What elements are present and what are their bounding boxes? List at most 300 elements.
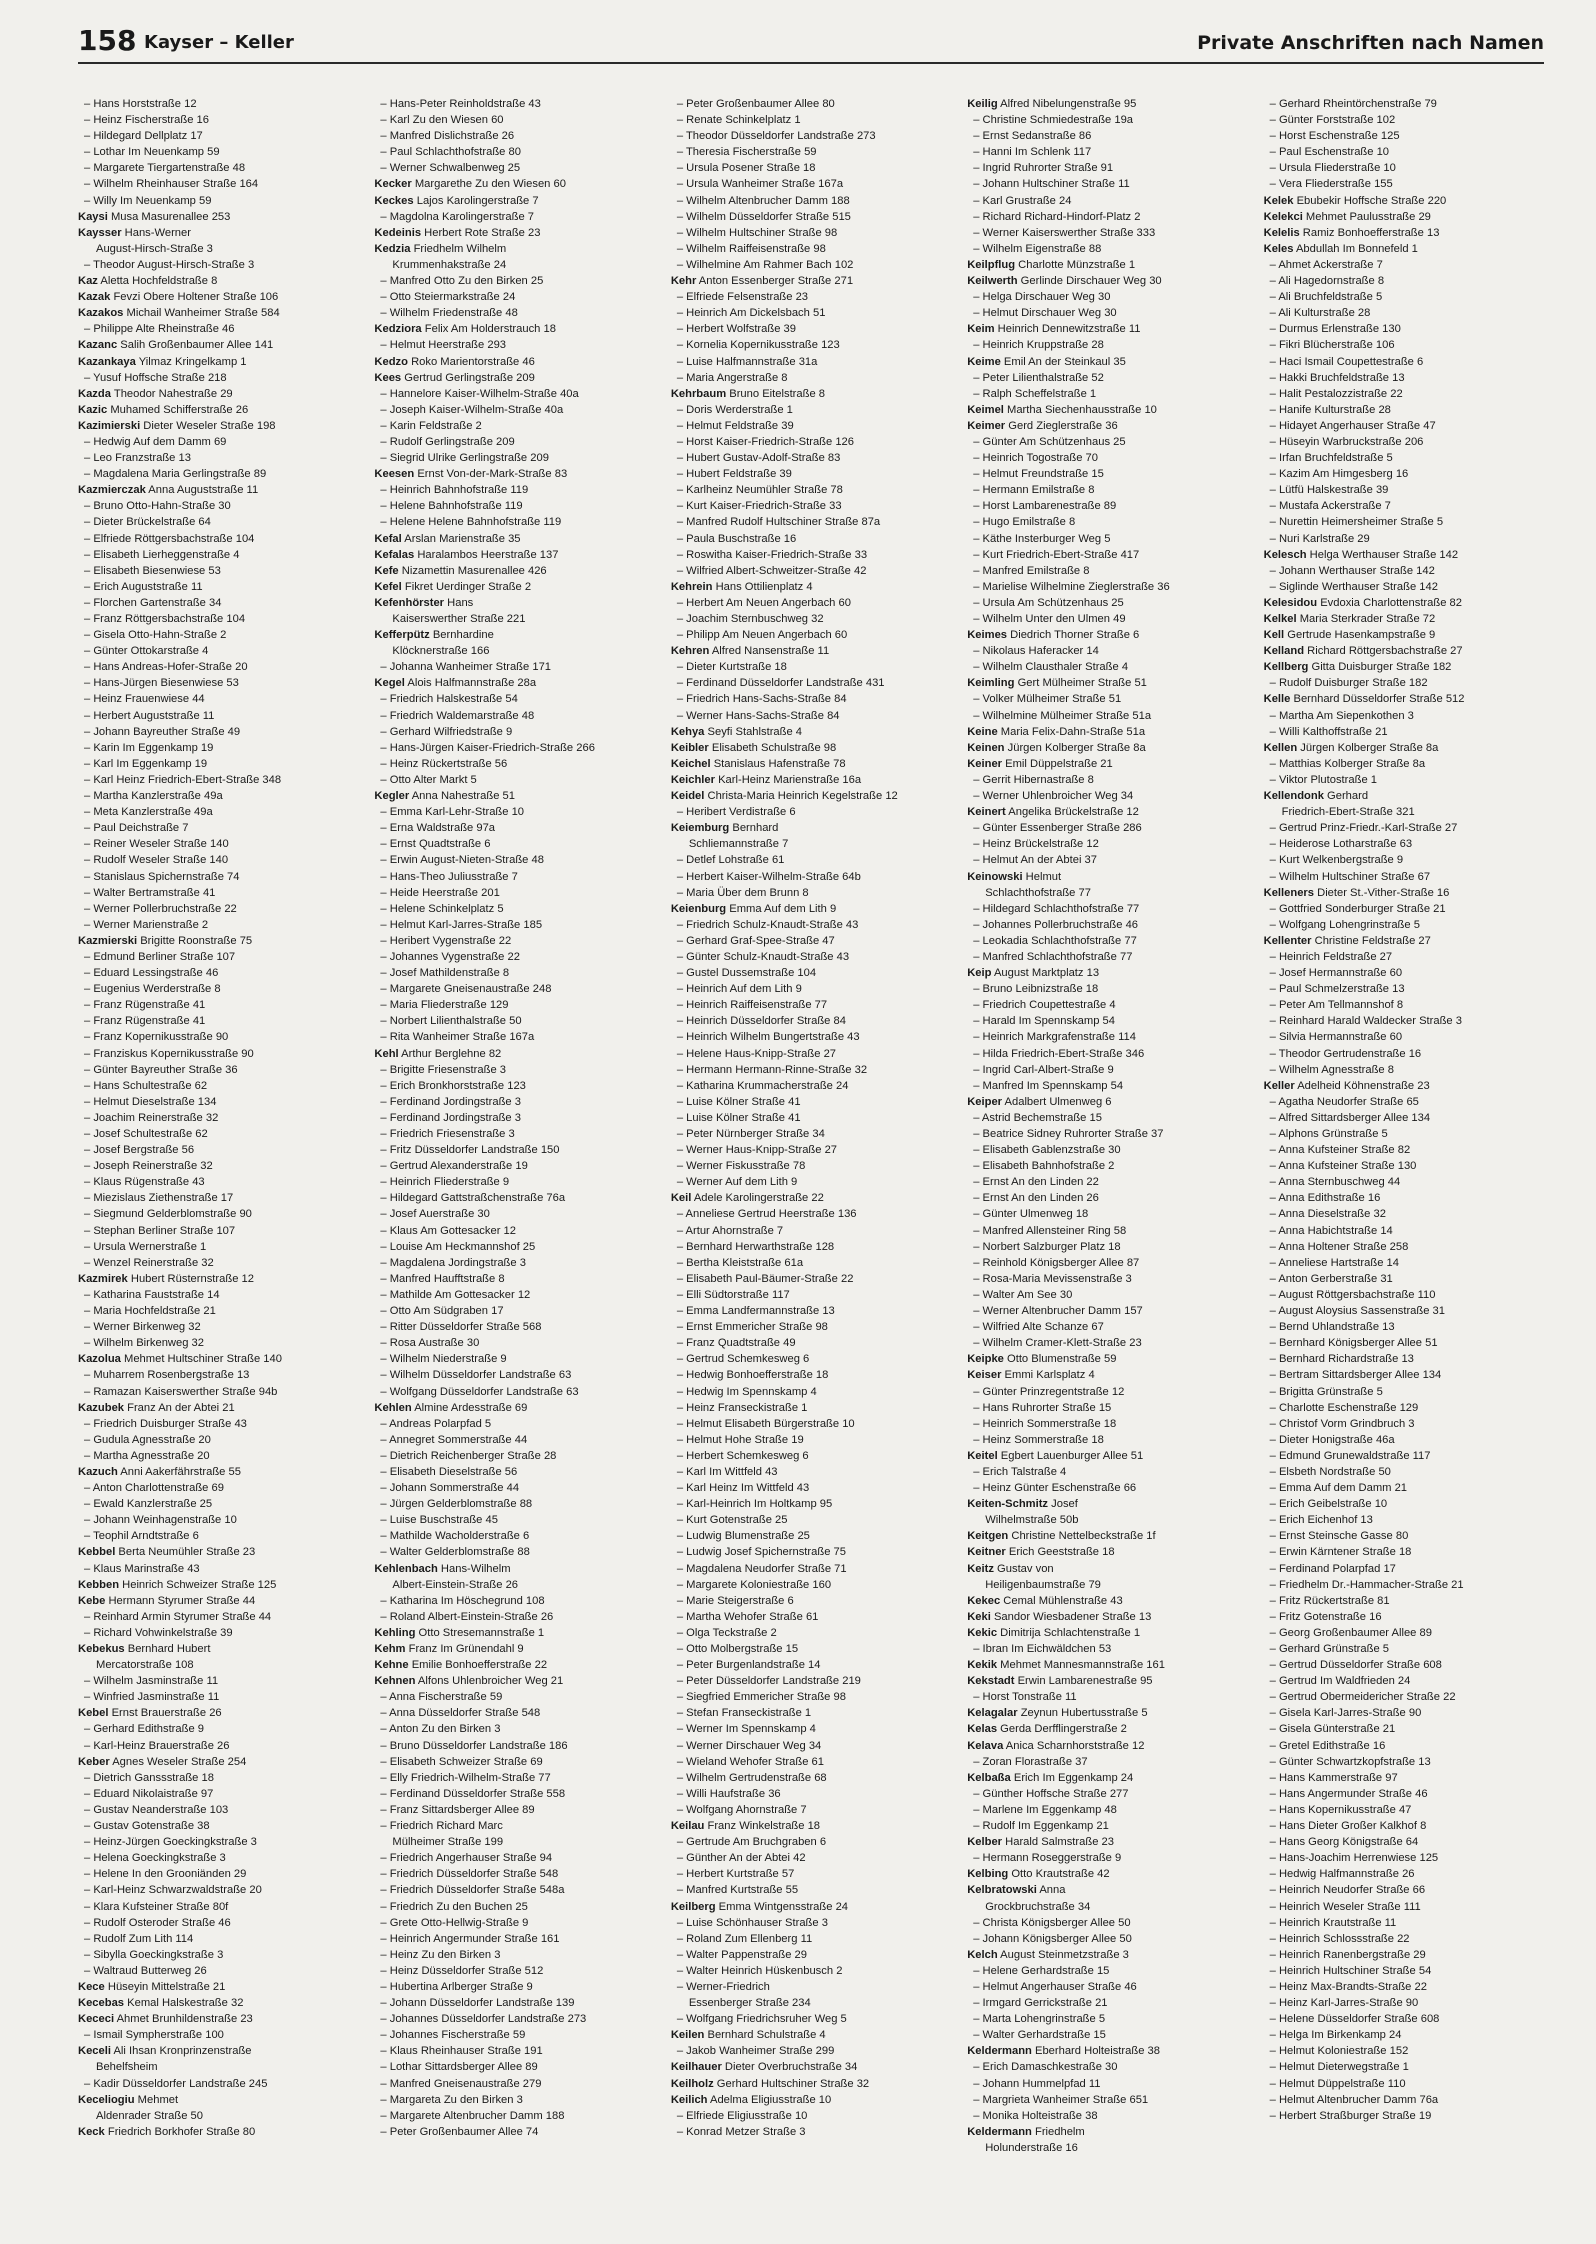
directory-entry: Kazanc Salih Großenbaumer Allee 141 (78, 339, 274, 352)
directory-entry: Kazic Muhamed Schifferstraße 26 (78, 403, 249, 416)
directory-entry: – Irfan Bruchfeldstraße 5 (1269, 452, 1393, 465)
directory-entry: – Johann Düsseldorfer Landstraße 139 (380, 1997, 575, 2010)
directory-entry: – Kazim Am Himgesberg 16 (1269, 468, 1409, 481)
directory-entry: Kegler Anna Nahestraße 51 (374, 790, 515, 803)
directory-entry: – Magdolna Karolingerstraße 7 (380, 210, 535, 223)
directory-entry: – Heinrich Wilhelm Bungertstraße 43 (676, 1031, 860, 1044)
directory-entry: – Hans Horststraße 12 (84, 98, 197, 110)
directory-entry: – Ferdinand Jordingstraße 3 (380, 1111, 521, 1124)
surname: Kehlenbach (374, 1562, 438, 1575)
directory-entry: Keles Abdullah Im Bonnefeld 1 (1263, 242, 1418, 255)
directory-entry: – Karl Zu den Wiesen 60 (380, 114, 504, 127)
directory-entry: Kece Hüseyin Mittelstraße 21 (78, 1980, 226, 1993)
directory-entry: – Sibylla Goeckingkstraße 3 (84, 1948, 224, 1961)
directory-entry: – Helene Gerhardstraße 15 (973, 1964, 1110, 1977)
directory-entry: – Ali Bruchfeldstraße 5 (1269, 291, 1383, 304)
directory-entry: Kazakos Michail Wanheimer Straße 584 (78, 307, 280, 320)
directory-entry: Keitner Erich Geeststraße 18 (967, 1546, 1115, 1559)
directory-entry: – Klaus Marinstraße 43 (84, 1562, 200, 1575)
directory-entry: Keceli Ali Ihsan Kronprinzenstraße (78, 2045, 252, 2058)
directory-entry: – Philippe Alte Rheinstraße 46 (84, 323, 235, 336)
directory-entry: – Helmut Elisabeth Bürgerstraße 10 (676, 1417, 855, 1430)
directory-entry: Kelleners Dieter St.-Vither-Straße 16 (1263, 886, 1450, 899)
directory-entry: Kehm Franz Im Grünendahl 9 (374, 1643, 524, 1655)
directory-entry: – Annegret Sommerstraße 44 (380, 1433, 528, 1446)
directory-entry: – Gertrud Obermeidericher Straße 22 (1269, 1691, 1456, 1704)
directory-entry: – Magdalena Neudorfer Straße 71 (676, 1562, 847, 1575)
directory-entry: – Friedrich Halskestraße 54 (380, 693, 518, 706)
directory-entry: – Ernst Sedanstraße 86 (973, 130, 1092, 143)
directory-entry: – Manfred Im Spennskamp 54 (973, 1079, 1124, 1092)
directory-entry: – Wilhelm Altenbrucher Damm 188 (676, 194, 850, 207)
directory-entry: Kelbaßa Erich Im Eggenkamp 24 (967, 1771, 1134, 1784)
directory-entry: – Elisabeth Lierheggenstraße 4 (84, 548, 240, 561)
directory-entry: – Karl-Heinrich Im Holtkamp 95 (676, 1498, 833, 1511)
directory-entry: – Karin Im Eggenkamp 19 (84, 741, 214, 754)
directory-entry: – Luise Halfmannstraße 31a (676, 355, 818, 368)
directory-entry: – Ingrid Ruhrorter Straße 91 (973, 162, 1114, 175)
directory-entry: – Manfred Otto Zu den Birken 25 (380, 275, 544, 288)
directory-entry: – Johann Sommerstraße 44 (380, 1482, 520, 1495)
directory-entry: – Gertrud Schemkesweg 6 (676, 1353, 810, 1366)
directory-entry: – Luise Kölner Straße 41 (676, 1111, 801, 1124)
directory-entry: – Heinz Frauenwiese 44 (84, 693, 205, 706)
directory-entry: – Konrad Metzer Straße 3 (676, 2125, 806, 2138)
directory-entry: – Joseph Reinerstraße 32 (84, 1160, 213, 1173)
directory-entry: Schlachthofstraße 77 (985, 886, 1091, 899)
surname: Kehne (374, 1659, 409, 1672)
directory-entry: – Wilhelm Cramer-Klett-Straße 23 (973, 1337, 1142, 1350)
directory-entry: – Theodor Gertrudenstraße 16 (1269, 1047, 1422, 1060)
directory-entry: – Elli Südtorstraße 117 (676, 1288, 790, 1301)
surname: Keip (967, 967, 992, 980)
directory-entry: – Wilfried Alte Schanze 67 (973, 1321, 1104, 1334)
directory-entry: – Muharrem Rosenbergstraße 13 (84, 1369, 250, 1382)
directory-entry: – Erwin August-Nieten-Straße 48 (380, 854, 544, 867)
directory-entry: Kehr Anton Essenberger Straße 271 (670, 275, 854, 288)
directory-entry: Keilwerth Gerlinde Dirschauer Weg 30 (967, 275, 1162, 288)
directory-entry: – Florchen Gartenstraße 34 (84, 596, 222, 609)
surname: Kedeinis (374, 226, 422, 239)
directory-entry: – Helmut Dieterwegstraße 1 (1269, 2061, 1409, 2074)
directory-entry: Keime Emil An der Steinkaul 35 (967, 355, 1126, 368)
directory-entry: – Günther Hoffsche Straße 277 (973, 1787, 1129, 1800)
directory-entry: – Klaus Rügenstraße 43 (84, 1176, 205, 1189)
directory-entry: – Stanislaus Spichernstraße 74 (84, 870, 240, 883)
directory-entry: – Paula Buschstraße 16 (676, 532, 797, 545)
directory-entry: Kedzia Friedhelm Wilhelm (374, 242, 507, 255)
directory-entry: Kelek Ebubekir Hoffsche Straße 220 (1263, 194, 1447, 207)
directory-entry: – Emma Karl-Lehr-Straße 10 (380, 806, 525, 819)
directory-entry: – Wilhelm Unter den Ulmen 49 (973, 613, 1126, 625)
surname: Kaz (78, 275, 98, 288)
directory-entry: – Dieter Brückelstraße 64 (84, 516, 211, 529)
directory-entry: – Heinrich Am Dickelsbach 51 (676, 307, 826, 320)
directory-entry: Kebben Heinrich Schweizer Straße 125 (78, 1578, 277, 1591)
directory-entry: Kehrbaum Bruno Eitelstraße 8 (670, 387, 826, 400)
directory-entry: – Josef Schultestraße 62 (84, 1128, 208, 1140)
directory-entry: – Helmut Dirschauer Weg 30 (973, 307, 1117, 320)
directory-entry: – Karin Feldstraße 2 (380, 419, 482, 432)
directory-entry: – Horst Lambarenestraße 89 (973, 500, 1117, 513)
surname: Kedzia (374, 242, 411, 255)
surname: Kefenhörster (374, 596, 445, 609)
directory-entry: Kebekus Bernhard Hubert (78, 1643, 211, 1655)
surname: Kelch (967, 1948, 998, 1961)
directory-entry: – Ernst Quadtstraße 6 (380, 838, 491, 851)
directory-entry: – Philipp Am Neuen Angerbach 60 (676, 629, 848, 642)
section-title: Private Anschriften nach Namen (1197, 32, 1544, 54)
directory-entry: – Hermann Hermann-Rinne-Straße 32 (676, 1063, 868, 1076)
directory-entry: – Walter Gerhardstraße 15 (973, 2029, 1106, 2042)
surname: Kees (374, 371, 402, 384)
directory-entry: – Hans Dieter Großer Kalkhof 8 (1269, 1820, 1427, 1833)
surname: Kedziora (374, 323, 422, 336)
directory-entry: – Johannes Düsseldorfer Landstraße 273 (380, 2013, 587, 2026)
directory-entry: – Hilda Friedrich-Ebert-Straße 346 (973, 1047, 1145, 1060)
directory-entry: – Herbert Straßburger Straße 19 (1269, 2109, 1432, 2122)
directory-entry: – Karl-Heinz Schwarzwaldstraße 20 (84, 1884, 262, 1897)
directory-entry: – Werner Altenbrucher Damm 157 (973, 1305, 1143, 1318)
directory-entry: – Heinz Max-Brandts-Straße 22 (1269, 1980, 1427, 1993)
directory-entry: – Walter Pappenstraße 29 (676, 1948, 807, 1961)
directory-entry: – Martha Am Siepenkothen 3 (1269, 709, 1414, 722)
directory-entry: – Johann Werthauser Straße 142 (1269, 564, 1435, 577)
directory-entry: – Hans-Jürgen Biesenwiese 53 (84, 677, 239, 690)
directory-entry: Keilhauer Dieter Overbruchstraße 34 (670, 2061, 858, 2074)
directory-entry: – Joachim Sternbuschweg 32 (676, 613, 824, 625)
directory-entry: – Anna Sternbuschweg 44 (1269, 1176, 1401, 1189)
directory-entry: – Fritz Rückertstraße 81 (1269, 1594, 1390, 1607)
directory-entry: – Ferdinand Jordingstraße 3 (380, 1095, 521, 1108)
directory-entry: – Margarete Koloniestraße 160 (676, 1578, 832, 1591)
directory-entry: – Christof Vorm Grindbruch 3 (1269, 1417, 1415, 1430)
directory-entry: – Gerhard Wilfriedstraße 9 (380, 725, 513, 738)
directory-entry: – Heribert Verdistraße 6 (676, 806, 796, 819)
surname: Kelbing (967, 1868, 1009, 1881)
directory-column-1 (78, 96, 362, 2216)
directory-entry: – Roland Albert-Einstein-Straße 26 (380, 1610, 554, 1623)
directory-entry: – Kurt Kaiser-Friedrich-Straße 33 (676, 500, 842, 513)
directory-entry: – Friedrich Duisburger Straße 43 (84, 1417, 247, 1430)
directory-entry: – Anna Habichtstraße 14 (1269, 1224, 1393, 1237)
directory-entry: Kehl Arthur Berglehne 82 (374, 1047, 502, 1060)
directory-entry: Wilhelmstraße 50b (985, 1514, 1079, 1527)
directory-entry: Kehya Seyfi Stahlstraße 4 (670, 725, 803, 738)
directory-entry: – Heinrich Neudorfer Straße 66 (1269, 1884, 1426, 1897)
directory-entry: – Alphons Grünstraße 5 (1269, 1128, 1388, 1140)
directory-entry: Kekic Dimitrija Schlachtenstraße 1 (967, 1626, 1141, 1639)
directory-entry: – Elisabeth Biesenwiese 53 (84, 564, 221, 577)
directory-entry: – Günter Am Schützenhaus 25 (973, 435, 1126, 448)
directory-entry: – Ibran Im Eichwäldchen 53 (973, 1643, 1112, 1655)
directory-entry: – Günter Prinzregentstraße 12 (973, 1385, 1125, 1398)
directory-entry: – Roland Zum Ellenberg 11 (676, 1932, 813, 1945)
directory-entry: – Klaus Am Gottesacker 12 (380, 1224, 516, 1237)
directory-entry: – Franz Kopernikusstraße 90 (84, 1031, 229, 1044)
directory-entry: Kelch August Steinmetzstraße 3 (967, 1948, 1129, 1961)
directory-entry: – Anton Charlottenstraße 69 (84, 1482, 224, 1495)
directory-entry: – Friedrich Schulz-Knaudt-Straße 43 (676, 918, 859, 931)
directory-entry: Keinert Angelika Brückelstraße 12 (967, 806, 1139, 819)
directory-entry: – Bruno Düsseldorfer Landstraße 186 (380, 1739, 568, 1752)
directory-entry: Kefe Nizamettin Masurenallee 426 (374, 564, 547, 577)
directory-entry: Kellen Jürgen Kolberger Straße 8a (1263, 741, 1439, 754)
directory-entry: – Fritz Düsseldorfer Landstraße 150 (380, 1144, 560, 1157)
directory-entry: – Peter Am Tellmannshof 8 (1269, 999, 1404, 1012)
directory-entry: Keimling Gert Mülheimer Straße 51 (967, 677, 1147, 690)
directory-entry: – Gerrit Hibernastraße 8 (973, 773, 1094, 786)
directory-entry: – Kornelia Kopernikusstraße 123 (676, 339, 840, 352)
surname: Keitner (967, 1546, 1006, 1559)
surname: Keilholz (670, 2077, 714, 2090)
directory-entry: Kebel Ernst Brauerstraße 26 (78, 1707, 222, 1720)
directory-entry: – Hermann Emilstraße 8 (973, 484, 1095, 497)
directory-entry: Keitgen Christine Nettelbeckstraße 1f (967, 1530, 1156, 1543)
directory-entry: – Joachim Reinerstraße 32 (84, 1111, 219, 1124)
directory-entry: – Hanni Im Schlenk 117 (973, 146, 1092, 159)
directory-entry: Kecker Margarethe Zu den Wiesen 60 (374, 178, 566, 191)
directory-entry: – Ali Hagedornstraße 8 (1269, 275, 1385, 288)
directory-entry: Kehrein Hans Ottilienplatz 4 (670, 580, 813, 593)
directory-entry: – Vera Fliederstraße 155 (1269, 178, 1393, 191)
directory-entry: Kellberg Gitta Duisburger Straße 182 (1263, 661, 1452, 674)
directory-entry: Kelekci Mehmet Paulusstraße 29 (1263, 210, 1431, 223)
directory-entry: – Wilfried Albert-Schweitzer-Straße 42 (676, 564, 867, 577)
directory-entry: – Hans Kopernikusstraße 47 (1269, 1803, 1412, 1816)
directory-entry: Kedziora Felix Am Holderstrauch 18 (374, 323, 556, 336)
directory-entry: – Nurettin Heimersheimer Straße 5 (1269, 516, 1444, 529)
directory-entry: – Maria Hochfeldstraße 21 (84, 1305, 216, 1318)
surname: Kellendonk (1263, 790, 1324, 803)
directory-entry: – Martha Agnesstraße 20 (84, 1449, 210, 1462)
directory-entry: – Werner Kaiserswerther Straße 333 (973, 226, 1156, 239)
directory-entry: – Hans-Theo Juliusstraße 7 (380, 870, 518, 883)
directory-entry: – Ali Kulturstraße 28 (1269, 307, 1371, 320)
directory-entry: – Anneliese Hartstraße 14 (1269, 1256, 1399, 1269)
surname: Kecker (374, 178, 412, 191)
directory-entry: – Marta Lohengrinstraße 5 (973, 2013, 1106, 2026)
directory-entry: Keilau Franz Winkelstraße 18 (670, 1820, 821, 1833)
directory-entry: – Manfred Allensteiner Ring 58 (973, 1224, 1127, 1237)
surname: Keitgen (967, 1530, 1009, 1543)
directory-entry: – Helene In den Grooniänden 29 (84, 1868, 247, 1881)
surname: Kellenter (1263, 934, 1312, 947)
directory-entry: – Hubert Feldstraße 39 (676, 468, 792, 481)
directory-entry: Kehnen Alfons Uhlenbroicher Weg 21 (374, 1675, 564, 1688)
directory-entry: – Norbert Lilienthalstraße 50 (380, 1015, 522, 1028)
directory-entry: – Ingrid Carl-Albert-Straße 9 (973, 1063, 1114, 1076)
directory-entry: – Franz Sittardsberger Allee 89 (380, 1803, 535, 1816)
directory-entry: – Ursula Wernerstraße 1 (84, 1240, 207, 1253)
directory-entry: – Richard Richard-Hindorf-Platz 2 (973, 210, 1141, 223)
surname: Keibler (670, 741, 709, 754)
directory-entry: Mülheimer Straße 199 (392, 1836, 504, 1849)
surname: Kazmierski (78, 934, 138, 947)
surname: Keiser (967, 1369, 1002, 1382)
directory-entry: – Kadir Düsseldorfer Landstraße 245 (84, 2077, 268, 2090)
directory-entry: Kelesidou Evdoxia Charlottenstraße 82 (1263, 596, 1462, 609)
directory-entry: – Rudolf Im Eggenkamp 21 (973, 1820, 1109, 1833)
surname: Kelber (967, 1836, 1003, 1849)
directory-entry: – Karl Im Eggenkamp 19 (84, 757, 208, 770)
directory-entry: – Hedwig Auf dem Damm 69 (84, 435, 227, 448)
directory-entry: – Luise Buschstraße 45 (380, 1514, 498, 1527)
directory-entry: – Elisabeth Dieselstraße 56 (380, 1465, 518, 1478)
directory-entry: – Heinrich Schlossstraße 22 (1269, 1932, 1410, 1945)
directory-entry: – Manfred Schlachthofstraße 77 (973, 950, 1133, 963)
directory-entry: – Günter Essenberger Straße 286 (973, 822, 1142, 835)
directory-entry: – Werner Uhlenbroicher Weg 34 (973, 790, 1134, 803)
directory-entry: – Haci Ismail Coupettestraße 6 (1269, 355, 1424, 368)
directory-entry: – Dietrich Reichenberger Straße 28 (380, 1449, 557, 1462)
directory-entry: – Hugo Emilstraße 8 (973, 516, 1076, 529)
directory-entry: – Otto Molbergstraße 15 (676, 1643, 799, 1655)
directory-entry: Kegel Alois Halfmannstraße 28a (374, 677, 537, 690)
directory-entry: – Horst Tonstraße 11 (973, 1691, 1077, 1704)
directory-entry: – Heinz Sommerstraße 18 (973, 1433, 1104, 1446)
surname: Kecebas (78, 1997, 125, 2010)
directory-entry: Keldermann Eberhard Holteistraße 38 (967, 2045, 1160, 2058)
surname: Kelekci (1263, 210, 1303, 223)
directory-entry: – Heinrich Feldstraße 27 (1269, 950, 1393, 963)
directory-entry: Kelber Harald Salmstraße 23 (967, 1836, 1114, 1849)
directory-entry: – Heinz-Jürgen Goeckingkstraße 3 (84, 1836, 257, 1849)
directory-entry: – Matthias Kolberger Straße 8a (1269, 757, 1426, 770)
directory-entry: – Reinhold Königsberger Allee 87 (973, 1256, 1140, 1269)
directory-entry: – Ismail Sympherstraße 100 (84, 2029, 224, 2042)
directory-entry: – August Aloysius Sassenstraße 31 (1269, 1305, 1445, 1318)
surname: Keck (78, 2125, 105, 2138)
directory-entry: – Günther An der Abtei 42 (676, 1852, 806, 1865)
directory-entry: – Günter Forststraße 102 (1269, 114, 1396, 127)
directory-entry: – Martha Kanzlerstraße 49a (84, 790, 223, 803)
directory-entry: – Louise Am Heckmannshof 25 (380, 1240, 536, 1253)
directory-entry: – Hans Ruhrorter Straße 15 (973, 1401, 1112, 1414)
directory-entry: – Helene Schinkelplatz 5 (380, 902, 504, 915)
directory-entry: – Gretel Edithstraße 16 (1269, 1739, 1386, 1752)
surname: Keim (967, 323, 995, 336)
directory-entry: Keine Maria Felix-Dahn-Straße 51a (967, 725, 1146, 738)
directory-entry: – Erna Waldstraße 97a (380, 822, 496, 835)
directory-entry: – Werner Pollerbruchstraße 22 (84, 902, 237, 915)
directory-entry: – Wilhelm Düsseldorfer Landstraße 63 (380, 1369, 572, 1382)
directory-entry: – Werner Im Spennskamp 4 (676, 1723, 816, 1736)
directory-entry: – Heinz Franseckistraße 1 (676, 1401, 808, 1414)
directory-entry: – Ahmet Ackerstraße 7 (1269, 258, 1383, 271)
directory-entry: Keimer Gerd Zieglerstraße 36 (967, 419, 1118, 432)
directory-entry: – Franz Rügenstraße 41 (84, 1015, 206, 1028)
surname: Kefalas (374, 548, 415, 561)
directory-entry: – Werner Haus-Knipp-Straße 27 (676, 1144, 838, 1157)
directory-entry: – Herbert Kaiser-Wilhelm-Straße 64b (676, 870, 861, 883)
directory-entry: – Heinrich Togostraße 70 (973, 452, 1099, 465)
directory-entry: – Paul Eschenstraße 10 (1269, 146, 1390, 159)
directory-entry: – Herbert Auguststraße 11 (84, 709, 215, 722)
surname: Keitz (967, 1562, 994, 1575)
directory-entry: – Siegrid Ulrike Gerlingstraße 209 (380, 452, 549, 465)
surname: Keitel (967, 1449, 998, 1462)
directory-entry: – August Röttgersbachstraße 110 (1269, 1288, 1436, 1301)
directory-entry: Kazmirek Hubert Rüsternstraße 12 (78, 1272, 254, 1285)
directory-entry: – Elfriede Röttgersbachstraße 104 (84, 532, 255, 545)
surname: Keimel (967, 403, 1004, 416)
directory-entry: Keck Friedrich Borkhofer Straße 80 (78, 2125, 256, 2138)
directory-entry: – Erich Auguststraße 11 (84, 580, 203, 593)
directory-entry: – Johann Weinhagenstraße 10 (84, 1514, 237, 1527)
directory-entry: Kedeinis Herbert Rote Straße 23 (374, 226, 541, 239)
directory-entry: – Horst Eschenstraße 125 (1269, 130, 1400, 143)
directory-entry: – Franz Röttgersbachstraße 104 (84, 613, 246, 625)
surname: Keckes (374, 194, 414, 207)
directory-entry: – Fritz Gotenstraße 16 (1269, 1610, 1382, 1623)
directory-entry: – Rudolf Gerlingstraße 209 (380, 435, 515, 448)
directory-entry: – Magdalena Maria Gerlingstraße 89 (84, 468, 267, 481)
directory-entry: – Ernst An den Linden 26 (973, 1192, 1099, 1205)
surname: Kazanc (78, 339, 118, 352)
directory-entry: – Wilhelm Birkenweg 32 (84, 1337, 205, 1350)
directory-entry: – Gerhard Graf-Spee-Straße 47 (676, 934, 835, 947)
surname: Kefe (374, 564, 399, 577)
directory-entry: – Heinz Zu den Birken 3 (380, 1948, 501, 1961)
directory-entry: – Margareta Zu den Birken 3 (380, 2093, 523, 2106)
directory-entry: – Rudolf Duisburger Straße 182 (1269, 677, 1428, 690)
surname: Keilig (967, 98, 998, 110)
directory-entry: – Bernhard Herwarthstraße 128 (676, 1240, 835, 1253)
directory-entry: – Beatrice Sidney Ruhrorter Straße 37 (973, 1128, 1164, 1140)
directory-entry: Keesen Ernst Von-der-Mark-Straße 83 (374, 468, 568, 481)
directory-entry: – Reinhard Harald Waldecker Straße 3 (1269, 1015, 1462, 1028)
directory-entry: Kefalas Haralambos Heerstraße 137 (374, 548, 559, 561)
directory-entry: – Wolfgang Ahornstraße 7 (676, 1803, 807, 1816)
directory-column-2 (374, 96, 658, 2216)
directory-entry: – Edmund Berliner Straße 107 (84, 950, 236, 963)
directory-entry: – Hans Georg Königstraße 64 (1269, 1836, 1419, 1849)
directory-entry: – Friedrich Düsseldorfer Straße 548a (380, 1884, 565, 1897)
directory-columns (78, 96, 1548, 2216)
directory-entry: – Marielise Wilhelmine Zieglerstraße 36 (973, 580, 1170, 593)
surname: Kedzo (374, 355, 408, 368)
directory-entry: – Margarete Altenbrucher Damm 188 (380, 2109, 565, 2122)
directory-entry: – Theresia Fischerstraße 59 (676, 146, 817, 159)
directory-entry: – Hildegard Schlachthofstraße 77 (973, 902, 1140, 915)
directory-entry: – Rudolf Weseler Straße 140 (84, 854, 229, 867)
directory-entry: – Ursula Posener Straße 18 (676, 162, 816, 175)
directory-entry: – Heinrich Bahnhofstraße 119 (380, 484, 529, 497)
surname: Keber (78, 1755, 110, 1768)
surname: Kaysi (78, 210, 108, 223)
surname: Keiner (967, 757, 1003, 770)
directory-entry: – Margarete Tiergartenstraße 48 (84, 162, 246, 175)
directory-entry: – Norbert Salzburger Platz 18 (973, 1240, 1121, 1253)
directory-entry: – Johanna Wanheimer Straße 171 (380, 661, 552, 674)
directory-entry: – Gustel Dussemstraße 104 (676, 967, 817, 980)
directory-entry: – Josef Hermannstraße 60 (1269, 967, 1403, 980)
directory-entry: – Doris Werderstraße 1 (676, 403, 793, 416)
directory-entry: – Heinrich Kruppstraße 28 (973, 339, 1104, 352)
directory-entry: – Hans-Jürgen Kaiser-Friedrich-Straße 266 (380, 741, 595, 754)
directory-entry: Keitz Gustav von (967, 1562, 1054, 1575)
directory-entry: – Luise Kölner Straße 41 (676, 1095, 801, 1108)
directory-entry: – Meta Kanzlerstraße 49a (84, 806, 213, 819)
directory-entry: Kellendonk Gerhard (1263, 790, 1369, 803)
surname: Kelelis (1263, 226, 1300, 239)
directory-entry: – Elisabeth Gablenzstraße 30 (973, 1144, 1121, 1157)
directory-entry: – Erwin Kärntener Straße 18 (1269, 1546, 1412, 1559)
name-range: Kayser – Keller (144, 32, 294, 53)
directory-entry: – Horst Kaiser-Friedrich-Straße 126 (676, 435, 855, 448)
directory-entry: Keiemburg Bernhard (670, 822, 779, 835)
